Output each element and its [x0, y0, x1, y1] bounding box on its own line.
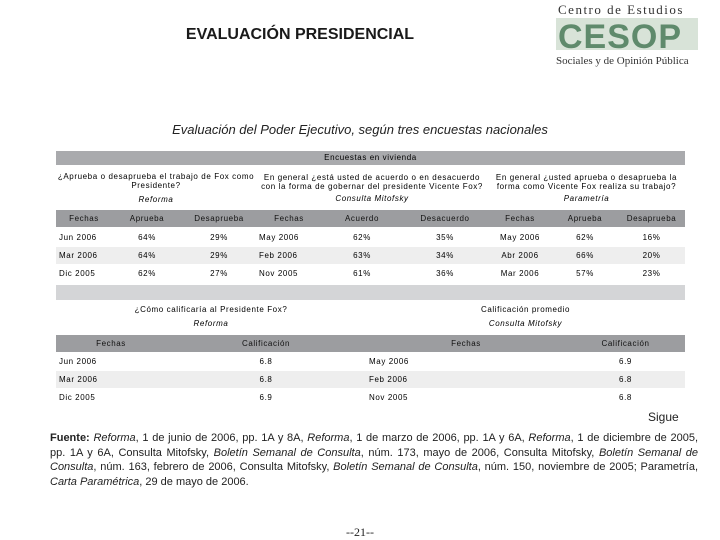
table-cell: 6.9 [166, 389, 366, 406]
cesop-logo [552, 2, 702, 68]
question-2-source: Consulta Mitofsky [335, 193, 409, 203]
source-text: , núm. 173, mayo de 2006, Consulta Mitofsky, [360, 446, 599, 459]
page-number: --21-- [346, 525, 374, 539]
rating-question-2-source: Consulta Mitofsky [488, 319, 563, 328]
table-cell: 62% [552, 229, 618, 246]
question-1-source: Reforma [138, 194, 174, 204]
cesop-logo-icon [552, 2, 702, 68]
header-cell: Acuerdo [322, 210, 402, 227]
source-publication: Boletín Semanal de Consulta [333, 461, 478, 473]
source-text: , 1 de marzo de 2006, pp. 1A y 6A, [349, 432, 529, 444]
table-cell: Mar 2006 [56, 371, 166, 388]
source-text: , núm. 150, noviembre de 2005; Parametría, [477, 461, 699, 473]
table-cell: Jun 2006 [56, 229, 112, 246]
header-cell: Fechas [256, 210, 322, 227]
table-cell: Nov 2005 [256, 265, 322, 282]
source-publication: Boletín Semanal de Consulta [50, 446, 698, 473]
header-cell: Calificación [566, 335, 685, 352]
table-cell: 16% [618, 229, 685, 246]
header-cell: Aprueba [112, 210, 182, 227]
header-cell: Desacuerdo [402, 210, 488, 227]
source-label: Fuente: [50, 432, 90, 444]
rating-question-2 [366, 301, 685, 333]
subtitle: Evaluación del Poder Ejecutivo, según tres encuestas nacionales [172, 122, 548, 137]
table-cell: Nov 2005 [366, 389, 566, 406]
question-1 [56, 168, 256, 208]
header-cell: Fechas [366, 335, 566, 352]
source-text: , núm. 163, febrero de 2006, Consulta Mitofsky, [93, 461, 334, 473]
table-cell: Abr 2006 [488, 247, 552, 264]
question-3-source: Parametría [563, 193, 610, 203]
table-cell: 6.8 [566, 371, 685, 388]
question-1-text: ¿Aprueba o desaprueba el trabajo de Fox como Presidente? [57, 171, 255, 191]
table-cell: 61% [322, 265, 402, 282]
table-divider [56, 285, 685, 300]
source-note [50, 431, 698, 489]
logo-mark: CESOP [558, 18, 683, 56]
table-cell: May 2006 [488, 229, 552, 246]
table-cell: May 2006 [366, 353, 566, 370]
source-text: , 1 de junio de 2006, pp. 1A y 8A, [135, 432, 308, 444]
source-text: , 1 de diciembre de 2005, pp. 1A y 6A, Consulta Mitofsky, [50, 432, 699, 459]
table-cell: 6.8 [566, 389, 685, 406]
table-cell: Feb 2006 [256, 247, 322, 264]
table-cell: Dic 2005 [56, 265, 112, 282]
table-band: Encuestas en vivienda [56, 151, 685, 165]
table-cell: Jun 2006 [56, 353, 166, 370]
table-cell: 34% [402, 247, 488, 264]
header-cell: Desaprueba [182, 210, 256, 227]
question-2-text: En general ¿está usted de acuerdo o en desacuerdo con la forma de gobernar del presidente Vicente Fox? [261, 172, 483, 192]
source-publication: Reforma [528, 432, 571, 444]
header-cell: Desaprueba [618, 210, 685, 227]
header-cell: Calificación [166, 335, 366, 352]
source-publication: Carta Paramétrica [50, 475, 140, 488]
table-cell: 63% [322, 247, 402, 264]
question-3 [488, 168, 685, 208]
table-cell: 6.8 [166, 371, 366, 388]
source-text: , 29 de mayo de 2006. [139, 475, 249, 488]
header-cell: Fechas [488, 210, 552, 227]
rating-question-1-text: ¿Cómo calificaría al Presidente Fox? [134, 305, 288, 315]
table-cell: Feb 2006 [366, 371, 566, 388]
page-title: EVALUACIÓN PRESIDENCIAL [185, 26, 415, 43]
table-cell: 29% [182, 229, 256, 246]
table-cell: 27% [182, 265, 256, 282]
source-publication: Reforma [307, 432, 350, 444]
table-cell: Mar 2006 [56, 247, 112, 264]
question-3-text: En general ¿usted aprueba o desaprueba la forma como Vicente Fox realiza su trabajo? [495, 172, 678, 192]
rating-question-1-source: Reforma [193, 319, 229, 328]
rating-question-2-text: Calificación promedio [480, 305, 571, 315]
question-2 [256, 168, 488, 208]
source-publication: Reforma [93, 432, 136, 444]
table-cell: 36% [402, 265, 488, 282]
logo-line2: Sociales y de Opinión Pública [556, 55, 689, 67]
table-cell: 6.9 [566, 353, 685, 370]
continue-label: Sigue [648, 410, 679, 424]
table-cell: Mar 2006 [488, 265, 552, 282]
header-cell: Fechas [56, 210, 112, 227]
table-cell: 62% [112, 265, 182, 282]
table-cell: 35% [402, 229, 488, 246]
table-cell: Dic 2005 [56, 389, 166, 406]
table-cell: 29% [182, 247, 256, 264]
table-cell: 20% [618, 247, 685, 264]
header-cell: Aprueba [552, 210, 618, 227]
logo-line1: Centro de Estudios [558, 2, 684, 17]
table-cell: 64% [112, 229, 182, 246]
table-cell: 66% [552, 247, 618, 264]
header-cell: Fechas [56, 335, 166, 352]
table-cell: 64% [112, 247, 182, 264]
table-cell: 23% [618, 265, 685, 282]
source-publication: Boletín Semanal de Consulta [213, 446, 361, 459]
table-cell: May 2006 [256, 229, 322, 246]
rating-question-1 [56, 301, 366, 333]
table-cell: 62% [322, 229, 402, 246]
table-cell: 6.8 [166, 353, 366, 370]
table-cell: 57% [552, 265, 618, 282]
